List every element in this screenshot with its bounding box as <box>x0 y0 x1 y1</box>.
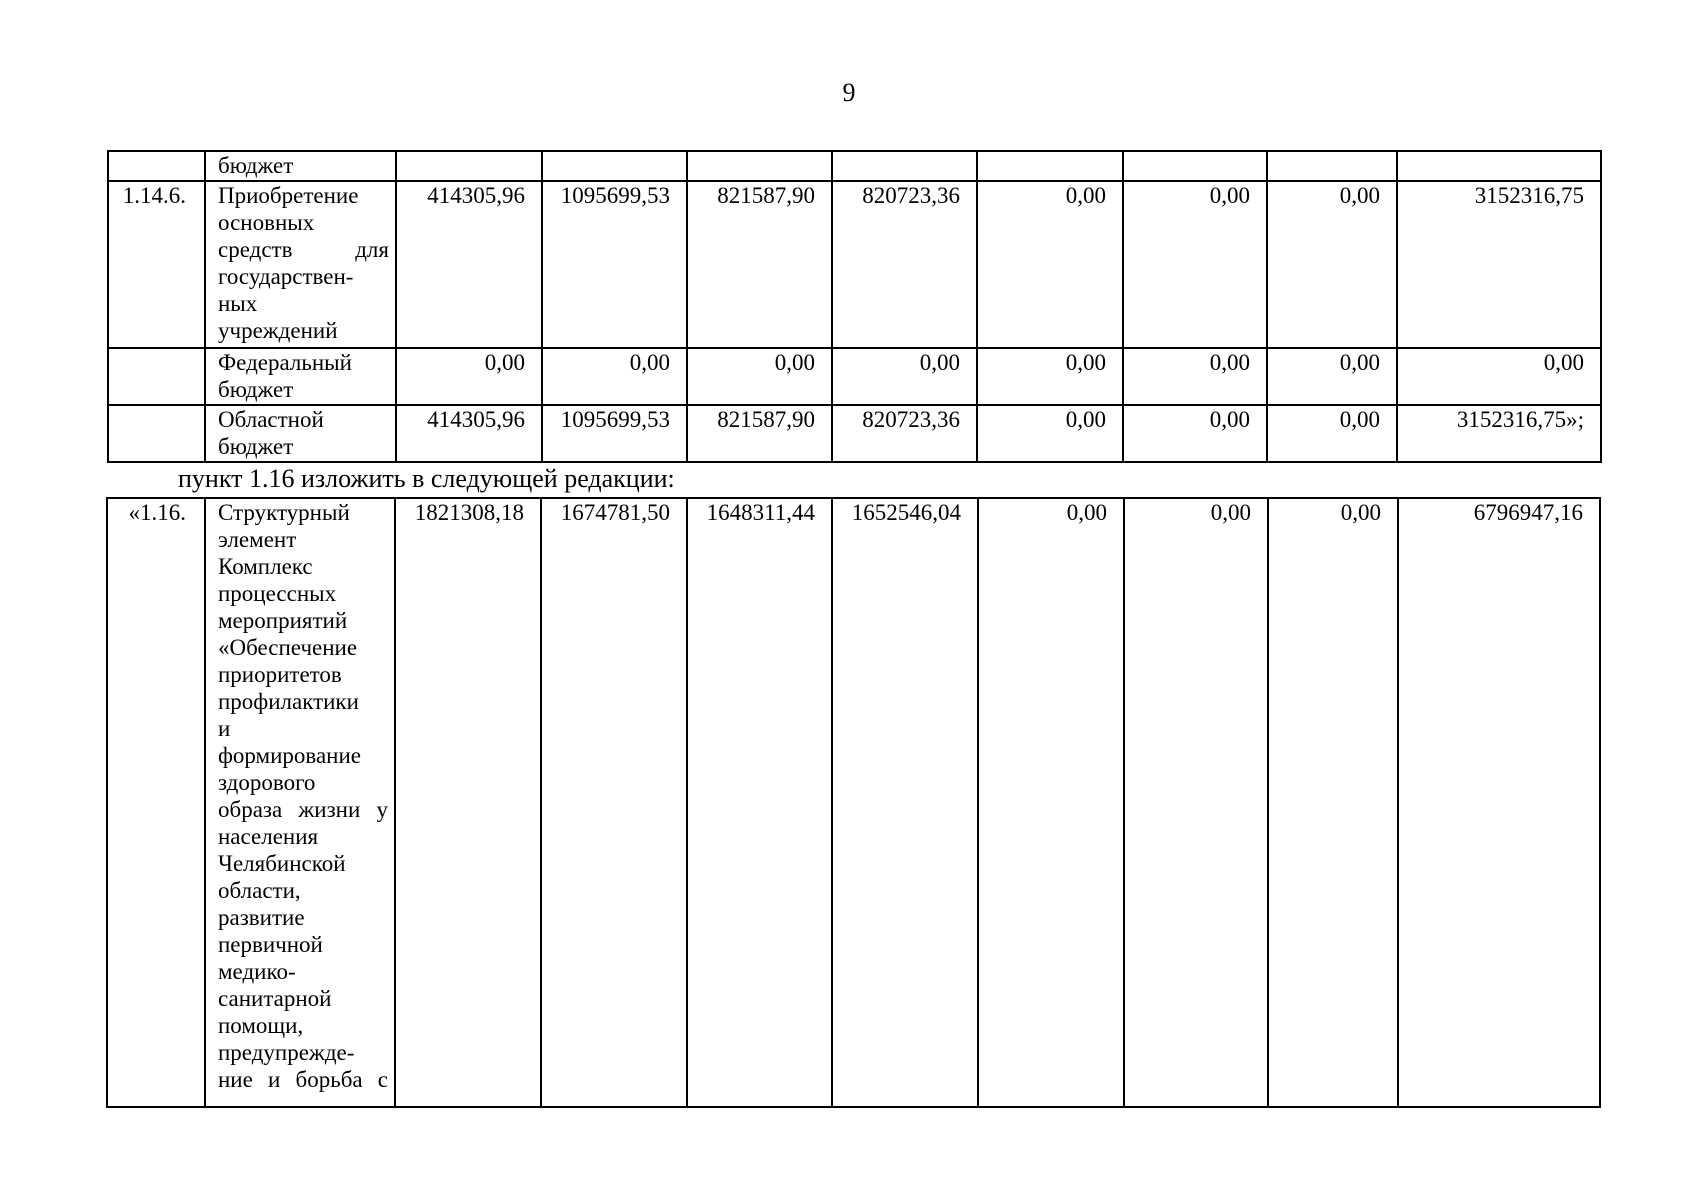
value-cell: 3152316,75»; <box>1397 405 1601 462</box>
row-code-cell <box>108 405 205 462</box>
value-cell: 414305,96 <box>396 181 542 348</box>
value-cell <box>1267 151 1397 181</box>
row-name-line: здорового <box>218 770 316 795</box>
row-name-line: ние и борьба с <box>218 1067 388 1092</box>
value-cell: 0,00 <box>1267 181 1397 348</box>
row-name-line: элемент <box>218 527 297 552</box>
row-name-line: образа жизни у <box>218 797 388 822</box>
row-name-line: ных <box>218 291 258 316</box>
value-cell: 0,00 <box>1123 348 1267 405</box>
value-cell: 0,00 <box>1123 405 1267 462</box>
row-name-line: предупрежде- <box>218 1040 355 1065</box>
value-cell: 0,00 <box>1397 348 1601 405</box>
value-cell: 820723,36 <box>832 405 977 462</box>
budget-table-top-body <box>108 151 1601 462</box>
value-cell: 0,00 <box>1268 498 1398 1107</box>
value-cell: 0,00 <box>1123 181 1267 348</box>
value-cell <box>1397 151 1601 181</box>
value-cell: 0,00 <box>1267 405 1397 462</box>
value-cell: 1648311,44 <box>687 498 832 1107</box>
row-name-line: Областной <box>218 407 324 432</box>
value-cell: 414305,96 <box>396 405 542 462</box>
value-cell: 0,00 <box>977 405 1123 462</box>
row-name-line: мероприятий <box>218 608 348 633</box>
row-name-line: первичной <box>218 932 323 957</box>
row-name-line: населения <box>218 824 319 849</box>
row-name-line: Приобретение <box>218 183 359 208</box>
table-row <box>108 151 1601 181</box>
row-name-line: развитие <box>218 905 305 930</box>
budget-table-top <box>107 150 1602 463</box>
row-name-line: медико- <box>218 959 296 984</box>
table-row <box>107 498 1600 1107</box>
row-name-line: государствен- <box>218 264 354 289</box>
value-cell: 0,00 <box>396 348 542 405</box>
row-name-line: санитарной <box>218 986 332 1011</box>
value-cell: 1095699,53 <box>542 405 687 462</box>
row-name-line: бюджет <box>218 377 294 402</box>
value-cell: 0,00 <box>687 348 832 405</box>
row-name-line: Комплекс <box>218 554 313 579</box>
value-cell: 0,00 <box>832 348 977 405</box>
value-cell <box>396 151 542 181</box>
row-name-line: и <box>218 716 231 741</box>
row-name-line: бюджет <box>218 434 294 459</box>
row-code-cell <box>108 348 205 405</box>
row-name-cell <box>205 151 396 181</box>
value-cell <box>542 151 687 181</box>
value-cell <box>1123 151 1267 181</box>
row-name-line: Федеральный <box>218 350 352 375</box>
row-name-line: бюджет <box>218 153 294 178</box>
row-name-line: Структурный <box>218 500 350 525</box>
row-name-line: основных <box>218 210 315 235</box>
budget-table-bottom-body <box>107 498 1600 1107</box>
value-cell: 0,00 <box>542 348 687 405</box>
row-name-line: формирование <box>218 743 362 768</box>
row-name-line: «Обеспечение <box>218 635 358 660</box>
row-name-cell <box>205 181 396 348</box>
value-cell: 0,00 <box>978 498 1124 1107</box>
row-name-cell <box>205 348 396 405</box>
budget-table-bottom <box>106 497 1601 1108</box>
value-cell: 821587,90 <box>687 181 832 348</box>
row-name-line: учреждений <box>218 318 338 343</box>
row-name-line: средств для <box>218 237 389 262</box>
row-name-line: профилактики <box>218 689 359 714</box>
value-cell: 1095699,53 <box>542 181 687 348</box>
value-cell: 1674781,50 <box>541 498 687 1107</box>
table-row <box>108 348 1601 405</box>
row-code-cell: «1.16. <box>107 498 205 1107</box>
value-cell: 0,00 <box>977 348 1123 405</box>
row-name-line: Челябинской <box>218 851 346 876</box>
page-number: 9 <box>842 78 856 107</box>
value-cell <box>832 151 977 181</box>
row-code-cell: 1.14.6. <box>108 181 205 348</box>
row-code-cell <box>108 151 205 181</box>
value-cell: 821587,90 <box>687 405 832 462</box>
value-cell <box>687 151 832 181</box>
row-name-line: помощи, <box>218 1013 304 1038</box>
row-name-line: приоритетов <box>218 662 342 687</box>
table-row <box>108 181 1601 348</box>
value-cell: 820723,36 <box>832 181 977 348</box>
value-cell <box>977 151 1123 181</box>
value-cell: 1821308,18 <box>395 498 541 1107</box>
value-cell: 6796947,16 <box>1398 498 1600 1107</box>
value-cell: 0,00 <box>1124 498 1268 1107</box>
value-cell: 1652546,04 <box>832 498 978 1107</box>
value-cell: 3152316,75 <box>1397 181 1601 348</box>
value-cell: 0,00 <box>1267 348 1397 405</box>
table-row <box>108 405 1601 462</box>
instruction-text: пункт 1.16 изложить в следующей редакции: <box>178 464 675 493</box>
row-name-line: области, <box>218 878 301 903</box>
value-cell: 0,00 <box>977 181 1123 348</box>
row-name-line: процессных <box>218 581 337 606</box>
row-name-cell <box>205 498 395 1107</box>
row-name-cell <box>205 405 396 462</box>
